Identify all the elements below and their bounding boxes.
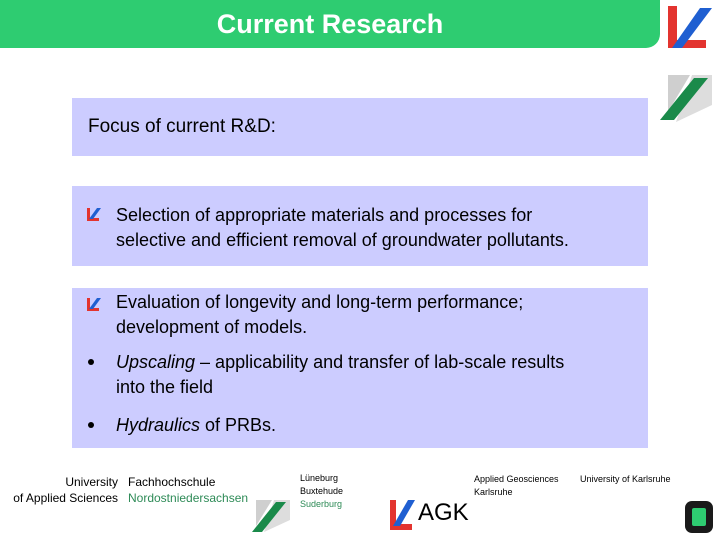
- agk-label: AGK: [418, 499, 469, 526]
- dot-bullet-icon: [88, 359, 94, 365]
- bullet-3-line2: into the field: [116, 377, 214, 397]
- city-2: Buxtehude: [300, 486, 344, 496]
- bullet-3: [116, 350, 636, 400]
- bullet-2-line1: Evaluation of longevity and long-term performance;: [116, 292, 524, 312]
- title-bar: [0, 0, 660, 48]
- page-title: Current Research: [216, 8, 444, 39]
- fh-label-2: Nordostniedersachsen: [128, 491, 249, 505]
- agk-logo-icon: [388, 498, 416, 532]
- karlsruhe-logo-icon: [684, 500, 714, 534]
- bullet-4: [116, 413, 636, 438]
- bullet-1-line1: Selection of appropriate materials and processes for: [116, 205, 533, 225]
- focus-label: Focus of current R&D:: [88, 116, 276, 137]
- check-logo-icon: [86, 206, 102, 222]
- geo-label-2: Karlsruhe: [474, 487, 513, 497]
- city-1: Lüneburg: [300, 473, 339, 483]
- univ-label-1: University: [65, 475, 118, 489]
- bullet-1: [116, 203, 636, 253]
- bullet-2-line2: development of models.: [116, 317, 308, 337]
- bullet-4-line1: of PRBs.: [200, 415, 277, 435]
- fh-logo-icon: [252, 496, 292, 536]
- check-logo-icon: [86, 296, 102, 312]
- bullet-1-line2: selective and efficient removal of groundwater pollutants.: [116, 230, 569, 250]
- geo-label-1: Applied Geosciences: [474, 474, 559, 484]
- bullet-4-emph: Hydraulics: [116, 415, 201, 435]
- bullet-3-emph: Upscaling: [116, 352, 196, 372]
- bullet-3-line1: – applicability and transfer of lab-scale results: [195, 352, 565, 372]
- dot-bullet-icon: [88, 422, 94, 428]
- univ-label-2: of Applied Sciences: [13, 491, 118, 505]
- karlsruhe-label: University of Karlsruhe: [580, 474, 671, 484]
- bullet-2: [116, 290, 636, 340]
- institute-logo-icon: [660, 0, 720, 125]
- fh-label-1: Fachhochschule: [128, 475, 216, 489]
- city-3: Suderburg: [300, 499, 343, 509]
